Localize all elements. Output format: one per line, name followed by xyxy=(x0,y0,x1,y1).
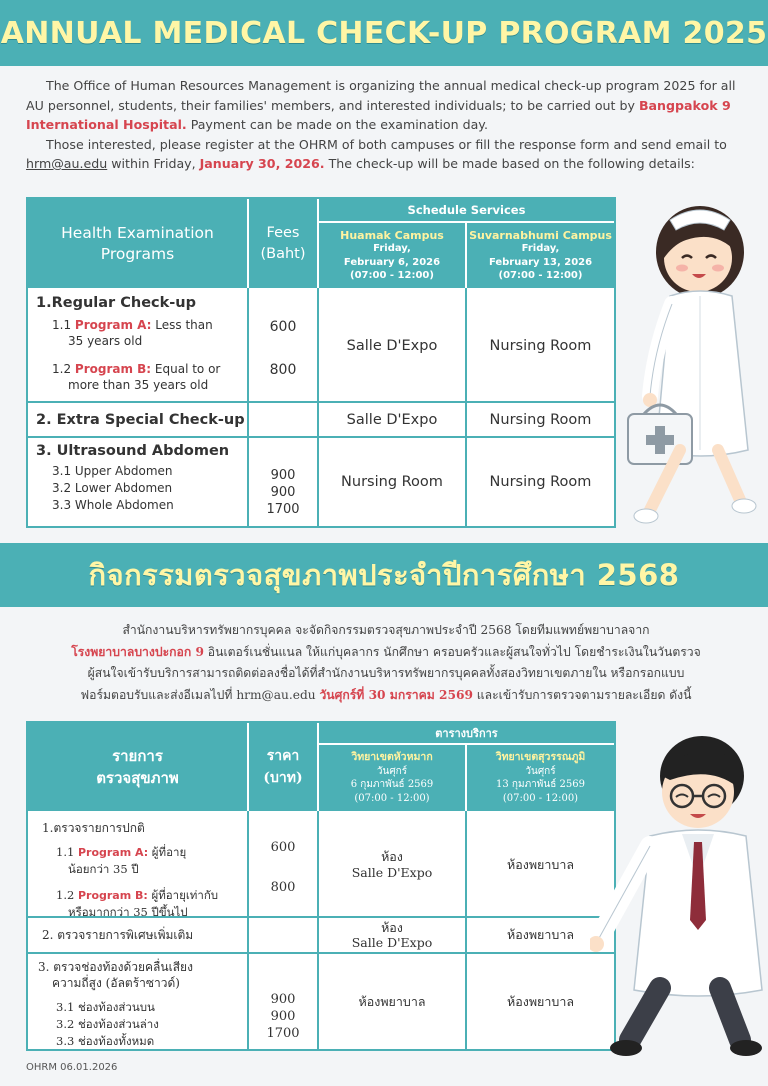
header-schedule-label: Schedule Services xyxy=(407,203,526,217)
location-huamak: Salle D'Expo xyxy=(346,411,438,428)
item-number: 1.2 xyxy=(56,888,78,902)
item-desc: 3.3 ช่องท้องทั้งหมด xyxy=(56,1034,155,1048)
item-desc: Less than xyxy=(151,318,213,332)
header-fees-label: ราคา xyxy=(266,748,300,764)
intro-text: The Office of Human Resources Management is organizing the annual medical check-up program 2025 for all AU personnel, students, their families' members, and interested individuals; to be carried out by xyxy=(26,78,736,113)
intro-text: Payment can be made on the examination day. xyxy=(186,117,488,132)
location-text: ห้อง xyxy=(381,920,403,935)
campus-time: (07:00 - 12:00) xyxy=(354,792,430,804)
fee: 1700 xyxy=(266,1026,300,1041)
campus-name: Huamak Campus xyxy=(340,228,444,242)
campus-time: (07:00 - 12:00) xyxy=(350,270,434,281)
row-regular-checkup xyxy=(42,819,246,920)
row-extra-special: 2. ตรวจรายการพิเศษเพิ่มเติม xyxy=(42,927,194,942)
thai-title-band xyxy=(0,543,768,607)
thai-line-4 xyxy=(26,685,746,707)
english-intro xyxy=(26,76,746,174)
campus-date: 13 กุมภาพันธ์ 2569 xyxy=(496,779,585,790)
thai-line-3: ผู้สนใจเข้ารับบริการสามารถติดต่อลงชื่อได้ที่สำนักงานบริหารทรัพยากรบุคคลทั้งสองวิทยาเขตภายใน หรือกรอกแบบ xyxy=(87,666,685,680)
header-campus-huamak xyxy=(319,745,465,811)
header-program-label: Health Examination Programs xyxy=(61,223,214,263)
header-divider xyxy=(465,221,467,288)
location-suvarnabhumi: Nursing Room xyxy=(489,337,592,354)
row-title: 1.Regular Check-up xyxy=(36,295,197,311)
header-fees xyxy=(249,199,317,288)
english-paragraph-2 xyxy=(26,135,746,174)
item-desc: 3.2 ช่องท้องส่วนล่าง xyxy=(56,1017,159,1031)
program-label: Program A: xyxy=(74,318,152,332)
location-text: ห้อง xyxy=(381,848,403,864)
header-campus-suvarnabhumi xyxy=(467,223,614,288)
item-desc: 3.2 Lower Abdomen xyxy=(52,481,173,495)
row-regular-checkup xyxy=(36,295,244,393)
campus-name: Suvarnabhumi Campus xyxy=(469,228,612,242)
campus-date: 6 กุมภาพันธ์ 2569 xyxy=(350,779,434,790)
location-huamak: Salle D'Expo xyxy=(346,337,438,354)
thai-line-1: สำนักงานบริหารทรัพยากรบุคคล จะจัดกิจกรรมตรวจสุขภาพประจำปี 2568 โดยทีมแพทย์พยาบาลจาก xyxy=(122,623,650,637)
deadline-date: January 30, 2026. xyxy=(199,156,325,171)
header-fees xyxy=(249,723,317,811)
intro-text: และเข้ารับการตรวจตามรายละเอียด ดังนี้ xyxy=(472,687,692,702)
header-campus-huamak xyxy=(319,223,465,288)
fee: 900 xyxy=(270,992,296,1007)
campus-day: วันศุกร์ xyxy=(376,765,408,777)
location-huamak xyxy=(319,918,465,952)
program-label: Program B: xyxy=(77,889,148,902)
hospital-name: Bangpakok 9 International Hospital. xyxy=(26,97,731,132)
email-link[interactable]: hrm@au.edu xyxy=(26,156,108,171)
campus-day: วันศุกร์ xyxy=(525,765,556,777)
header-schedule xyxy=(319,199,614,221)
english-paragraph-1 xyxy=(26,76,746,135)
fee: 900 xyxy=(270,1009,296,1024)
english-schedule-table xyxy=(26,197,616,528)
header-fees-label: Fees (Baht) xyxy=(260,224,306,262)
campus-name: วิทยาเขตสุวรรณภูมิ xyxy=(495,751,586,763)
row-extra-special: 2. Extra Special Check-up xyxy=(36,411,245,428)
campus-day: Friday, xyxy=(521,243,560,254)
row-title: ความถี่สูง (อัลตร้าซาวด์) xyxy=(52,976,180,990)
intro-text: Those interested, please register at the OHRM of both campuses or fill the response form and send email to xyxy=(46,136,727,152)
fee-program-b: 800 xyxy=(270,879,296,895)
location-suvarnabhumi: Nursing Room xyxy=(489,411,592,428)
header-program-label: รายการ xyxy=(112,747,163,765)
intro-text: อินเตอร์เนชั่นแนล ให้แก่บุคลากร นักศึกษา ครอบครัวและผู้สนใจทั่วไป โดยชำระเงินในวันตรวจ xyxy=(203,644,701,659)
campus-date: February 13, 2026 xyxy=(488,256,593,268)
thai-schedule-table xyxy=(26,721,616,1051)
english-title: ANNUAL MEDICAL CHECK-UP PROGRAM 2025 xyxy=(0,15,768,51)
header-divider xyxy=(247,723,249,811)
row-ultrasound xyxy=(38,959,246,1050)
item-desc: หรือมากกว่า 35 ปีขึ้นไป xyxy=(68,905,188,919)
row-title: 3. Ultrasound Abdomen xyxy=(36,443,230,459)
row-title: 3. ตรวจช่องท้องด้วยคลื่นเสียง xyxy=(38,960,193,974)
item-number: 1.2 xyxy=(52,362,75,376)
fee: 900 xyxy=(270,485,296,500)
ultrasound-fees xyxy=(249,991,317,1042)
thai-line-2 xyxy=(26,642,746,664)
fee-program-b: 800 xyxy=(269,362,297,378)
location-suvarnabhumi: ห้องพยาบาล xyxy=(506,993,575,1009)
header-divider xyxy=(247,199,249,288)
header-schedule xyxy=(319,723,614,743)
intro-text: The check-up will be made based on the following details: xyxy=(324,156,695,171)
header-schedule-label: ตารางบริการ xyxy=(435,727,498,740)
item-desc: 35 years old xyxy=(68,334,143,348)
campus-time: (07:00 - 12:00) xyxy=(502,792,579,804)
item-desc: 3.1 Upper Abdomen xyxy=(52,464,173,478)
deadline-date: วันศุกร์ที่ 30 มกราคม 2569 xyxy=(319,687,473,702)
location-suvarnabhumi: ห้องพยาบาล xyxy=(506,856,575,872)
item-desc: more than 35 years old xyxy=(68,378,209,392)
footer-code: OHRM 06.01.2026 xyxy=(26,1062,118,1073)
row-ultrasound xyxy=(36,443,244,514)
nurse-illustration xyxy=(620,200,768,530)
item-desc: น้อยกว่า 35 ปี xyxy=(68,862,139,876)
hospital-name: โรงพยาบาลบางปะกอก 9 xyxy=(71,644,204,659)
header-program-label: ตรวจสุขภาพ xyxy=(96,769,179,787)
location-huamak: ห้องพยาบาล xyxy=(358,993,426,1009)
fee-program-a: 600 xyxy=(269,319,297,335)
row-title: 1.ตรวจรายการปกติ xyxy=(42,821,145,835)
program-label: Program B: xyxy=(74,362,152,376)
thai-title: กิจกรรมตรวจสุขภาพประจำปีการศึกษา 2568 xyxy=(88,558,680,592)
item-number: 1.1 xyxy=(52,318,75,332)
campus-time: (07:00 - 12:00) xyxy=(498,270,583,281)
intro-text: ฟอร์มตอบรับและส่งอีเมลไปที่ hrm@au.edu xyxy=(80,687,320,702)
header-divider xyxy=(317,199,319,288)
header-program xyxy=(28,723,247,811)
fee: 1700 xyxy=(266,502,300,517)
location-huamak: Nursing Room xyxy=(341,474,443,490)
ultrasound-fees xyxy=(249,467,317,518)
fee: 900 xyxy=(270,468,296,483)
header-fees-label: (บาท) xyxy=(263,770,303,786)
location-text: Salle D'Expo xyxy=(351,864,433,880)
location-suvarnabhumi: Nursing Room xyxy=(489,474,592,490)
item-desc: ผู้ที่อายุเท่ากับ xyxy=(147,888,219,902)
location-text: Salle D'Expo xyxy=(351,935,433,950)
campus-name: วิทยาเขตหัวหมาก xyxy=(351,751,433,763)
intro-text: within Friday, xyxy=(107,156,200,171)
campus-day: Friday, xyxy=(373,243,411,254)
doctor-illustration xyxy=(590,730,768,1060)
header-divider xyxy=(317,723,319,811)
header-program xyxy=(28,199,247,288)
item-desc: ผู้ที่อายุ xyxy=(148,845,187,859)
item-desc: 3.3 Whole Abdomen xyxy=(52,498,174,512)
english-title-band xyxy=(0,0,768,66)
item-desc: Equal to or xyxy=(151,362,221,376)
campus-date: February 6, 2026 xyxy=(343,256,441,268)
item-desc: 3.1 ช่องท้องส่วนบน xyxy=(56,1000,155,1014)
location-suvarnabhumi: ห้องพยาบาล xyxy=(506,927,575,942)
header-divider xyxy=(465,743,467,811)
fee-program-a: 600 xyxy=(270,839,296,855)
location-huamak xyxy=(319,813,465,916)
program-label: Program A: xyxy=(77,846,149,859)
item-number: 1.1 xyxy=(56,845,78,859)
thai-intro xyxy=(26,620,746,706)
